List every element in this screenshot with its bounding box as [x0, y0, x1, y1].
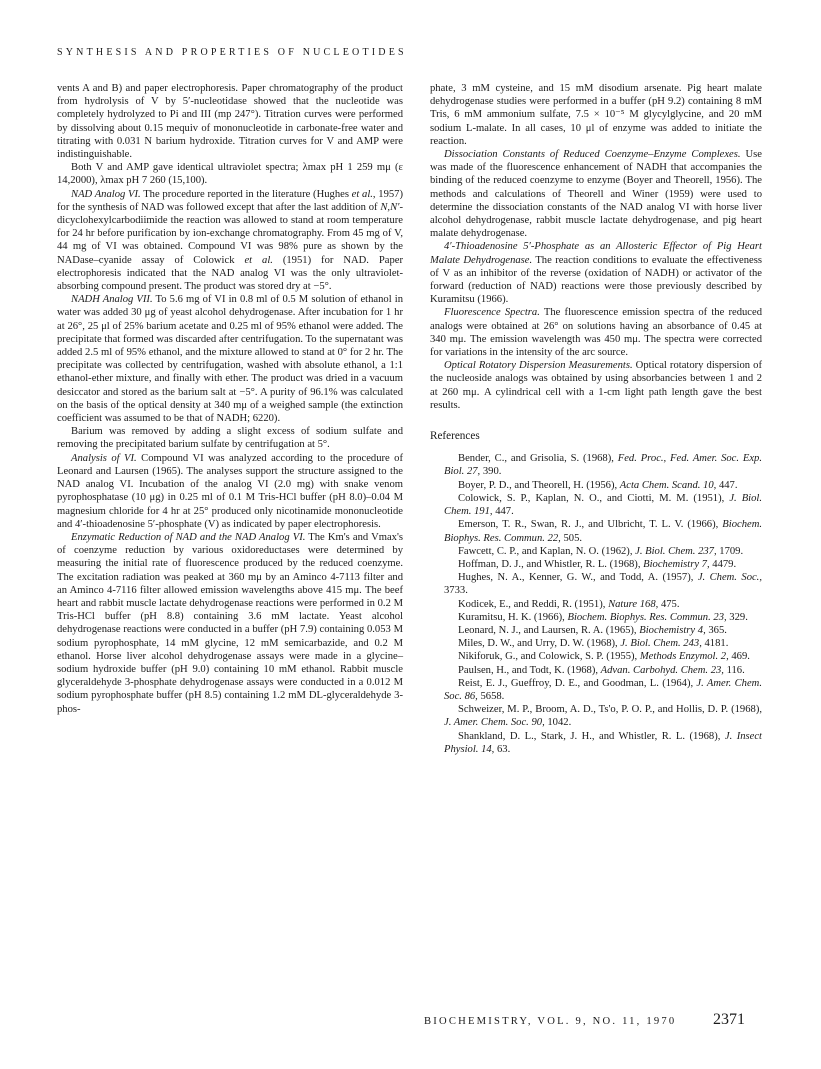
body-text: 63. [494, 743, 511, 755]
reference-entry [430, 677, 762, 703]
italic-text: J. Amer. Chem. Soc. 86, [444, 677, 762, 702]
body-text: Emerson, T. R., Swan, R. J., and Ulbricht, T. L. V. (1966), [458, 519, 723, 531]
body-text: 329. [726, 611, 748, 623]
italic-text: Biochemistry 7, [643, 558, 710, 570]
references-list [430, 452, 762, 756]
reference-entry [430, 479, 762, 492]
italic-text: Fed. Proc., Fed. Amer. Soc. Exp. Biol. 27, [444, 453, 762, 478]
body-text: To 5.6 mg of VI in 0.8 ml of 0.5 M solution of ethanol in water was added 30 μg of yeast alcohol dehydrogenase. After incubation for 1 hr at 26°, 25 μl of 25% barium acetate and 0.25 ml of 95% ethanol were added. The precipitate that formed was discarded after centrifugation. To the supernatant was added 2.5 ml of 95% ethanol, and the mixture allowed to stand at 0° for 2 hr. The precipitate was collected by centrifugation, washed with absolute ethanol, a 1:1 ethanol-ether mixture, and finally with ether. The product was dried in a vacuum desiccator and stored as the barium salt at −5°. A purity of 96.1% was calculated on the basis of the optical density at 340 mμ of a weighed sample (the extinction coefficient was assumed to be that of NADH; 6220). [57, 294, 403, 425]
body-text: (1951) for NAD. Paper electrophoresis indicated that the NAD analog VI was the only ultraviolet-absorbing compound present. The product was stored dry at −5°. [57, 254, 403, 293]
italic-text: NAD Analog VI. [71, 188, 141, 200]
italic-text: Acta Chem. Scand. 10, [619, 479, 717, 491]
body-text: Boyer, P. D., and Theorell, H. (1956), [458, 479, 620, 491]
body-text: 3733. [444, 585, 468, 597]
paragraph [57, 531, 403, 716]
paragraph [57, 425, 403, 451]
reference-entry [430, 650, 762, 663]
body-text: 365. [705, 624, 727, 636]
italic-text: Biochem. Biophys. Res. Commun. 22, [444, 519, 762, 544]
paragraph [430, 306, 762, 359]
body-text: Optical rotatory dispersion of the nucleoside analogs was obtained by using absorbancies between 1 and 2 at 260 mμ. A cylindrical cell with a 1-cm light path length gave the best results. [430, 360, 762, 411]
body-text: -dicyclohexylcarbodiimide the reaction was allowed to stand at room temperature for 24 hr before purification by ion-exchange chromatography. From 45 mg of V, 44 mg of VI was obtained. Compound VI was 98% pure as shown by the NADase–cyanide assay of Colowick [57, 201, 403, 266]
running-head: SYNTHESIS AND PROPERTIES OF NUCLEOTIDES [57, 47, 407, 58]
body-text: Kuramitsu, H. K. (1966), [458, 611, 568, 623]
body-text: Nikiforuk, G., and Colowick, S. P. (1955), [458, 651, 640, 663]
body-text: 447. [716, 479, 738, 491]
body-text: 469. [728, 651, 750, 663]
italic-text: Dissociation Constants of Reduced Coenzyme–Enzyme Complexes. [444, 149, 741, 161]
journal-footer: BIOCHEMISTRY, VOL. 9, NO. 11, 1970 [424, 1016, 677, 1027]
body-text: Shankland, D. L., Stark, J. H., and Whistler, R. L. (1968), [458, 730, 725, 742]
italic-text: Enzymatic Reduction of NAD and the NAD Analog VI. [71, 531, 306, 543]
reference-entry [430, 703, 762, 729]
body-text: 447. [492, 506, 514, 518]
reference-entry [430, 730, 762, 756]
body-text: and III (mp 247°). Titration curves were performed by dissolving about 0.15 mequiv of mononucleotide in carbonate-free water and titrating with 0.031 N barium hydroxide. Titration curves for V and AMP were indistinguishable. [57, 109, 403, 161]
italic-text: et al. [244, 254, 273, 266]
italic-text: J. Biol. Chem. 237, [635, 545, 717, 557]
body-text: 5658. [477, 690, 505, 702]
body-text: 116. [723, 664, 745, 676]
paragraph [57, 82, 403, 161]
body-text: Reist, E. J., Gueffroy, D. E., and Goodman, L. (1964), [458, 677, 697, 689]
paragraph [57, 293, 403, 425]
paragraph [430, 359, 762, 412]
reference-entry [430, 518, 762, 544]
reference-entry [430, 637, 762, 650]
reference-entry [430, 571, 762, 597]
right-column [430, 82, 762, 756]
italic-text: Biochemistry 4, [639, 624, 706, 636]
reference-entry [430, 624, 762, 637]
italic-text: J. Biol. Chem. 191, [444, 492, 762, 518]
italic-text: Nature 168, [608, 598, 659, 610]
body-text: Kodicek, E., and Reddi, R. (1951), [458, 598, 609, 610]
italic-text: Fluorescence Spectra. [444, 307, 540, 319]
paragraph [430, 240, 762, 306]
reference-entry [430, 492, 762, 518]
body-text: 390. [480, 466, 502, 478]
body-text: , 1957) for the synthesis of NAD was followed except that after the last addition of [57, 188, 404, 213]
body-text: Use was made of the fluorescence enhancement of NADH that accompanies the binding of the reduced coenzyme to enzyme (Boyer and Theorell, 1956). The methods and calculations of Theorell and Winer (1959) were used to determine the dissociation constants of the NAD analog VI with horse liver alcohol dehydrogenase, rabbit muscle lactate dehydrogenase, and pig heart malate dehydrogenase. [430, 149, 762, 240]
references-heading: References [430, 430, 480, 443]
body-text: Both V and AMP gave identical ultraviolet spectra; λmax pH 1 259 mμ (ε 14,2000), λmax pH 7 260 (15,100). [57, 162, 403, 187]
body-text: Colowick, S. P., Kaplan, N. O., and Ciotti, M. M. (1951), [458, 492, 730, 504]
methods-section [430, 82, 762, 412]
body-text: 4479. [709, 558, 737, 570]
body-text: Compound VI was analyzed according to the procedure of Leonard and Laursen (1965). The analyses support the structure assigned to the NAD analog VI. Incubation of the analog VI (2.0 mg) with snake venom pyrophosphatase (10 μg) in 0.25 ml of 0.1 M Tris-HCl buffer (pH 8.0)–0.04 M magnesium chloride for 4 hr at 25° produced only nicotinamide mononucleotide and 4′-thioadenosine 5′-phosphate (V) as indicated by paper electrophoresis. [57, 452, 403, 530]
italic-text: Advan. Carbohyd. Chem. 23, [600, 664, 724, 676]
italic-text: NADH Analog VII. [71, 294, 153, 306]
italic-text: 4′-Thioadenosine 5′-Phosphate as an Allosteric Effector of Pig Heart Malate Dehydrogenase. [430, 241, 762, 266]
italic-text: J. Amer. Chem. Soc. 90, [444, 717, 545, 729]
body-text: 1709. [716, 545, 744, 557]
body-text: Leonard, N. J., and Laursen, R. A. (1965), [458, 624, 640, 636]
body-text: 1042. [544, 717, 572, 729]
reference-entry [430, 452, 762, 478]
reference-entry [430, 545, 762, 558]
body-text: Barium was removed by adding a slight excess of sodium sulfate and removing the precipitated barium sulfate by centrifugation at 5°. [57, 426, 403, 451]
italic-text: J. Insect Physiol. 14, [444, 730, 762, 755]
left-column [57, 82, 403, 716]
italic-text: Analysis of VI. [71, 452, 137, 464]
body-text: vents A and B) and paper electrophoresis. Paper chromatography of the product from hydrolysis of V by 5′-nucleotidase showed that the nucleotide was completely hydrolyzed to P [57, 83, 403, 121]
body-text: Fawcett, C. P., and Kaplan, N. O. (1962), [458, 545, 636, 557]
page-number: 2371 [713, 1011, 745, 1028]
body-text: phate, 3 mM cysteine, and 15 mM disodium arsenate. Pig heart malate dehydrogenase studies were performed in a buffer (pH 9.2) containing 8 mM Tris, 6 mM ammonium sulfate, 7.5 × 10⁻⁵ M glycylglycine, and 20 mM sodium L-malate. In all cases, 10 μl of enzyme was added to initiate the reaction. [430, 83, 762, 147]
body-text: The reaction conditions to evaluate the effectiveness of V as an inhibitor of the reverse (oxidation of NADH) or activator of the forward (reduction of NAD) reactions were those previously described by Kuramitsu (1966). [430, 254, 762, 306]
body-text: i [175, 109, 179, 121]
italic-text: et al. [351, 188, 373, 200]
body-text: Hughes, N. A., Kenner, G. W., and Todd, A. (1957), [458, 572, 698, 584]
body-text: The fluorescence emission spectra of the reduced analogs were obtained at 26° on solutions having an absorbance of 0.45 at 340 mμ. The emission wavelength was 450 mμ. The spectra were corrected for variations in the intensity of the arc source. [430, 307, 762, 359]
italic-text: J. Chem. Soc., [697, 572, 762, 584]
body-text: Miles, D. W., and Urry, D. W. (1968), [458, 638, 621, 650]
body-text: 475. [658, 598, 680, 610]
body-text: Hoffman, D. J., and Whistler, R. L. (1968), [458, 558, 644, 570]
paragraph [57, 452, 403, 531]
reference-entry [430, 664, 762, 677]
italic-text: Methods Enzymol. 2, [639, 651, 729, 663]
body-text: Paulsen, H., and Todt, K. (1968), [458, 664, 601, 676]
body-text: 4181. [701, 638, 729, 650]
reference-entry [430, 598, 762, 611]
reference-entry [430, 558, 762, 571]
body-text: The procedure reported in the literature (Hughes [140, 188, 352, 200]
italic-text: N,N′ [380, 201, 400, 213]
paragraph [430, 148, 762, 240]
paragraph [430, 82, 762, 148]
body-text: 505. [560, 532, 583, 544]
italic-text: Optical Rotatory Dispersion Measurements. [444, 360, 633, 372]
reference-entry [430, 611, 762, 624]
body-text: Bender, C., and Grisolia, S. (1968), [458, 453, 618, 465]
paragraph [57, 161, 403, 187]
italic-text: Biochem. Biophys. Res. Commun. 23, [567, 611, 727, 623]
italic-text: J. Biol. Chem. 243, [620, 638, 702, 650]
paragraph [57, 188, 403, 294]
body-text: The Km's and Vmax's of coenzyme reduction by various oxidoreductases were determined by measuring the initial rate of fluorescence produced by the reduced coenzyme. The excitation radiation was peaked at 360 mμ by an Aminco 4-7113 filter and an Aminco 4-7116 filter allowed emission wavelengths above 415 mμ. The beef heart and rabbit muscle lactate dehydrogenase reactions were performed in 0.2 M Tris-HCl buffer (pH 8.8) containing 3.6 mM lactate. Yeast alcohol dehydrogenase reactions were conducted in a buffer (pH 7.9) containing 0.053 M sodium pyrophosphate, 14 mM glycine, 12 mM semicarbazide, and 0.2 M ethanol. Horse liver alcohol dehydrogenase assays were made in a glycine–sodium hydroxide buffer (pH 9.0) containing 10 mM ethanol. Rabbit muscle glyceraldehyde 3-phosphate dehydrogenase assays were conducted in a 0.012 M sodium pyrophosphate buffer (pH 8.5) containing 1.2 mM DL-glyceraldehyde 3-phos- [57, 531, 403, 715]
body-text: Schweizer, M. P., Broom, A. D., Ts'o, P. O. P., and Hollis, D. P. (1968), [458, 704, 762, 716]
